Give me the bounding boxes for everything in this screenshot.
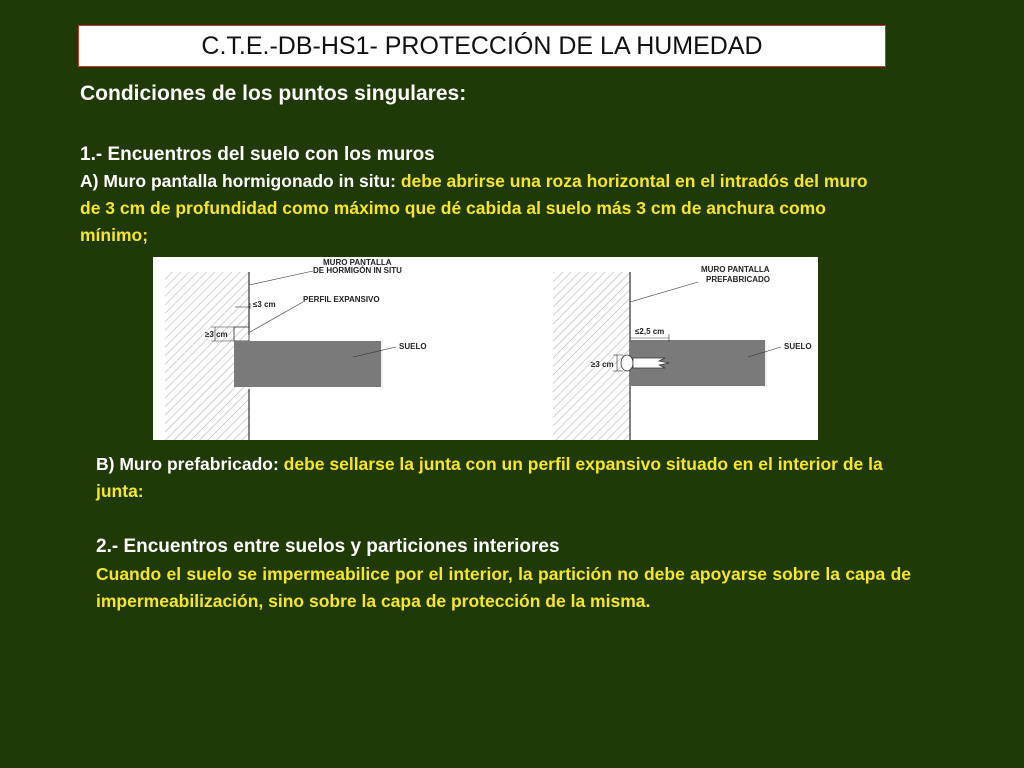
wall-floor-diagram bbox=[153, 257, 818, 440]
slide-title bbox=[78, 25, 886, 67]
diagram-svg bbox=[153, 257, 818, 440]
section2-text: Cuando el suelo se impermeabilice por el interior, la partición no debe apoyarse sobre la capa de impermeabilización, sino sobre la capa de protección de la misma. bbox=[96, 564, 911, 611]
section2-paragraph bbox=[96, 561, 911, 615]
paragraph-b-lead: B) Muro prefabricado: bbox=[96, 454, 279, 474]
section1-paragraph-a bbox=[80, 168, 880, 249]
left-width-label: ≥3 cm bbox=[205, 330, 228, 339]
right-depth-label: ≤2,5 cm bbox=[635, 327, 665, 336]
right-wall-hatch bbox=[553, 272, 630, 440]
section1-paragraph-b bbox=[96, 451, 916, 505]
slide-title-text: C.T.E.-DB-HS1- PROTECCIÓN DE LA HUMEDAD bbox=[201, 31, 763, 60]
left-diagram bbox=[165, 258, 427, 440]
left-wall-label-2: DE HORMIGÓN IN SITU bbox=[313, 266, 402, 275]
left-floor-slab bbox=[234, 341, 382, 387]
right-wall-leader bbox=[630, 282, 698, 302]
paragraph-b-text: debe sellarse la junta con un perfil expansivo situado en el interior de la junta: bbox=[96, 454, 883, 501]
right-wall-label-2: PREFABRICADO bbox=[706, 275, 771, 284]
left-profile-label: PERFIL EXPANSIVO bbox=[303, 295, 380, 304]
right-width-label: ≥3 cm bbox=[591, 360, 614, 369]
section2-title: 2.- Encuentros entre suelos y particiones interiores bbox=[96, 536, 560, 557]
right-expansive-profile bbox=[621, 355, 633, 371]
section1-title: 1.- Encuentros del suelo con los muros bbox=[80, 144, 435, 165]
left-floor-label: SUELO bbox=[399, 342, 427, 351]
paragraph-a-text: debe abrirse una roza horizontal en el intradós del muro de 3 cm de profundidad como máximo que dé cabida al suelo más 3 cm de anchura como mínimo; bbox=[80, 171, 868, 245]
section-heading: Condiciones de los puntos singulares: bbox=[80, 82, 467, 105]
left-wall-label-1: MURO PANTALLA bbox=[323, 258, 392, 267]
right-diagram bbox=[553, 265, 812, 440]
right-wall-label-1: MURO PANTALLA bbox=[701, 265, 770, 274]
paragraph-a-lead: A) Muro pantalla hormigonado in situ: bbox=[80, 171, 396, 191]
left-wall-leader bbox=[249, 271, 313, 285]
right-floor-label: SUELO bbox=[784, 342, 812, 351]
left-depth-label: ≤3 cm bbox=[253, 300, 276, 309]
